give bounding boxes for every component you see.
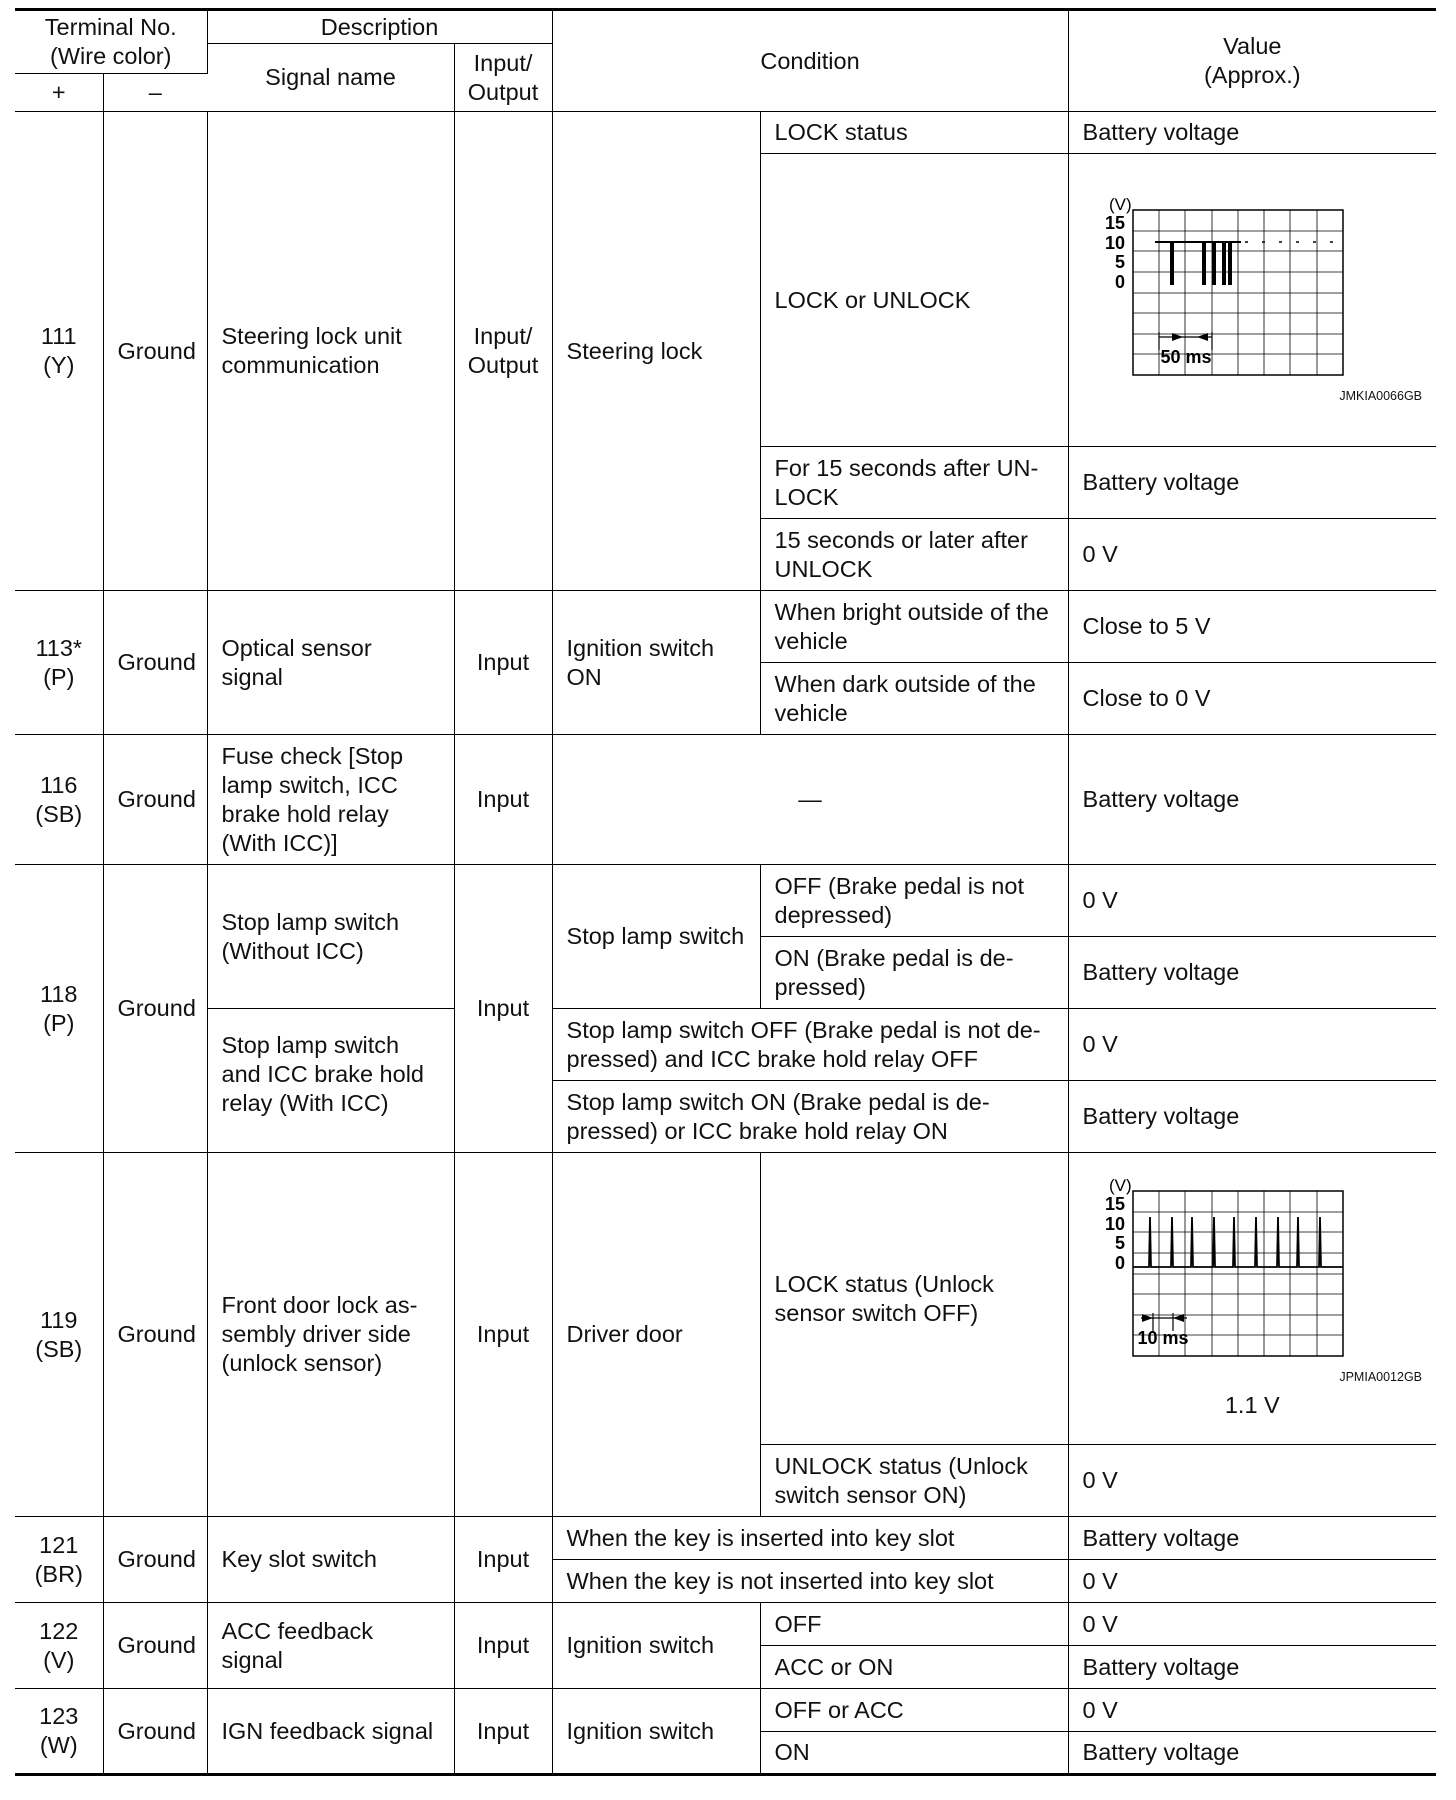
- terminal-number: 111: [40, 323, 77, 349]
- value-cell: Battery voltage: [1068, 447, 1436, 519]
- signal-name-cell: Front door lock as-sembly driver side (unlock sensor): [207, 1153, 454, 1517]
- table-row: [15, 1689, 1436, 1732]
- scope-unit-label: (V): [1108, 196, 1132, 214]
- value-header: [1068, 10, 1436, 112]
- value-cell: Battery voltage: [1068, 735, 1436, 865]
- table-row: [15, 735, 1436, 865]
- wire-color: (SB): [35, 1335, 83, 1362]
- waveform-cell: [1068, 154, 1436, 447]
- description-header: Description: [207, 10, 552, 44]
- scope-tick: 5: [1114, 252, 1125, 272]
- table-row: [15, 1517, 1436, 1560]
- value-cell: 0 V: [1068, 1689, 1436, 1732]
- oscilloscope-waveform-unlock-sensor: [1083, 1177, 1423, 1367]
- wire-color-label: (Wire color): [50, 43, 172, 69]
- terminal-cell: [15, 1517, 103, 1603]
- terminal-cell: [15, 112, 103, 591]
- value-cell: 0 V: [1068, 1445, 1436, 1517]
- terminal-number: 116: [40, 771, 78, 798]
- sub-condition-cell: OFF or ACC: [760, 1689, 1068, 1732]
- terminal-cell: [15, 865, 103, 1153]
- terminal-cell: [15, 1689, 103, 1775]
- terminal-number: 123: [39, 1703, 79, 1729]
- sub-condition-cell: ON: [760, 1732, 1068, 1775]
- value-cell: Close to 0 V: [1068, 663, 1436, 735]
- signal-name-cell: Stop lamp switch and ICC brake hold relay (With ICC): [207, 1009, 454, 1153]
- condition-cell: Ignition switch: [552, 1603, 760, 1689]
- plus-header: +: [15, 74, 103, 112]
- io-cell: Input: [454, 865, 552, 1153]
- minus-cell: Ground: [103, 865, 207, 1153]
- sub-condition-cell: Stop lamp switch ON (Brake pedal is de-pressed) or ICC brake hold relay ON: [552, 1081, 1068, 1153]
- scope-tick: 15: [1104, 213, 1125, 233]
- terminal-number: 122: [39, 1617, 79, 1644]
- sub-condition-cell: For 15 seconds after UN-LOCK: [760, 447, 1068, 519]
- terminal-cell: [15, 1603, 103, 1689]
- signal-name-cell: ACC feedback signal: [207, 1603, 454, 1689]
- table-row: [15, 865, 1436, 937]
- figure-id: JMKIA0066GB: [1339, 389, 1423, 403]
- sub-condition-cell: LOCK or UNLOCK: [760, 154, 1068, 447]
- sub-condition-cell: When dark outside of the vehicle: [760, 663, 1068, 735]
- table-row: [15, 1603, 1436, 1646]
- terminal-no-header: [15, 10, 207, 74]
- sub-condition-cell: When bright outside of the vehicle: [760, 591, 1068, 663]
- sub-condition-cell: UNLOCK status (Unlock switch sensor ON): [760, 1445, 1068, 1517]
- minus-header: –: [103, 74, 207, 112]
- scope-tick: 0: [1114, 1253, 1125, 1273]
- sub-condition-cell: ON (Brake pedal is de-pressed): [760, 937, 1068, 1009]
- sub-condition-cell: LOCK status (Unlock sensor switch OFF): [760, 1153, 1068, 1445]
- approx-label: (Approx.): [1203, 62, 1301, 88]
- sub-condition-cell: When the key is inserted into key slot: [552, 1517, 1068, 1560]
- minus-cell: Ground: [103, 735, 207, 865]
- io-header: [454, 44, 552, 112]
- value-cell: Battery voltage: [1068, 937, 1436, 1009]
- io-label-1: Input/: [473, 49, 533, 76]
- sub-condition-cell: OFF: [760, 1603, 1068, 1646]
- io-cell: Input: [454, 735, 552, 865]
- scope-unit-label: (V): [1108, 1177, 1132, 1195]
- io-text-1: Input/: [473, 323, 533, 349]
- minus-cell: Ground: [103, 112, 207, 591]
- value-cell: Battery voltage: [1068, 1732, 1436, 1775]
- terminal-cell: [15, 1153, 103, 1517]
- io-text-2: Output: [467, 352, 539, 378]
- scope-tick: 5: [1114, 1233, 1125, 1253]
- signal-name-cell: Stop lamp switch (Without ICC): [207, 865, 454, 1009]
- wire-color: (SB): [35, 800, 83, 827]
- wire-color: (V): [43, 1646, 75, 1673]
- io-cell: Input: [454, 591, 552, 735]
- io-label-2: Output: [467, 78, 539, 105]
- scope-timebase: 50 ms: [1160, 347, 1212, 367]
- scope-tick: 0: [1114, 272, 1125, 292]
- minus-cell: Ground: [103, 1153, 207, 1517]
- value-cell: 0 V: [1068, 519, 1436, 591]
- signal-name-cell: Key slot switch: [207, 1517, 454, 1603]
- sub-condition-cell: 15 seconds or later after UNLOCK: [760, 519, 1068, 591]
- signal-name-cell: Optical sensor signal: [207, 591, 454, 735]
- terminal-number: 121: [39, 1531, 79, 1558]
- terminal-number: 113*: [35, 634, 83, 661]
- value-text: 1.1 V: [1224, 1392, 1280, 1418]
- wire-color: (Y): [43, 352, 75, 378]
- signal-name-cell: Fuse check [Stop lamp switch, ICC brake hold relay (With ICC)]: [207, 735, 454, 865]
- value-label: Value: [1223, 33, 1282, 59]
- condition-cell: Ignition switch ON: [552, 591, 760, 735]
- table-row: [15, 112, 1436, 154]
- minus-cell: Ground: [103, 1603, 207, 1689]
- scope-tick: 10: [1104, 1214, 1125, 1234]
- value-cell: Battery voltage: [1068, 1081, 1436, 1153]
- wire-color: (P): [43, 663, 75, 690]
- figure-id: JPMIA0012GB: [1339, 1370, 1423, 1384]
- condition-cell: Driver door: [552, 1153, 760, 1517]
- minus-cell: Ground: [103, 1689, 207, 1775]
- terminal-number: 118: [40, 980, 78, 1007]
- wire-color: (W): [39, 1732, 78, 1758]
- table-row: [15, 591, 1436, 663]
- signal-name-header: Signal name: [207, 44, 454, 112]
- condition-cell: Stop lamp switch: [552, 865, 760, 1009]
- value-cell: Battery voltage: [1068, 1646, 1436, 1689]
- table-row: [15, 1009, 1436, 1081]
- value-cell: 0 V: [1068, 1009, 1436, 1081]
- condition-header: Condition: [552, 10, 1068, 112]
- value-cell: 0 V: [1068, 1560, 1436, 1603]
- io-cell: Input: [454, 1153, 552, 1517]
- terminal-cell: [15, 735, 103, 865]
- value-cell: 0 V: [1068, 865, 1436, 937]
- signal-name-cell: Steering lock unit communication: [207, 112, 454, 591]
- terminal-table: [15, 8, 1436, 1776]
- sub-condition-cell: Stop lamp switch OFF (Brake pedal is not de-pressed) and ICC brake hold relay OFF: [552, 1009, 1068, 1081]
- sub-condition-cell: LOCK status: [760, 112, 1068, 154]
- scope-tick: 15: [1104, 1194, 1125, 1214]
- sub-condition-cell: OFF (Brake pedal is not depressed): [760, 865, 1068, 937]
- value-cell: Battery voltage: [1068, 112, 1436, 154]
- signal-name-cell: IGN feedback signal: [207, 1689, 454, 1775]
- sub-condition-cell: When the key is not inserted into key slot: [552, 1560, 1068, 1603]
- wire-color: (P): [43, 1009, 75, 1036]
- waveform-cell: [1068, 1153, 1436, 1445]
- value-cell: Battery voltage: [1068, 1517, 1436, 1560]
- terminal-number: 119: [40, 1306, 78, 1333]
- terminal-no-label: Terminal No.: [44, 14, 177, 40]
- io-cell: Input: [454, 1603, 552, 1689]
- scope-tick: 10: [1104, 233, 1125, 253]
- oscilloscope-waveform-lock: [1083, 196, 1423, 386]
- scope-timebase: 10 ms: [1137, 1328, 1189, 1348]
- minus-cell: Ground: [103, 591, 207, 735]
- minus-cell: Ground: [103, 1517, 207, 1603]
- io-cell: Input: [454, 1517, 552, 1603]
- sub-condition-cell: ACC or ON: [760, 1646, 1068, 1689]
- io-cell: Input: [454, 1689, 552, 1775]
- terminal-cell: [15, 591, 103, 735]
- table-row: [15, 1153, 1436, 1445]
- value-cell: 0 V: [1068, 1603, 1436, 1646]
- wire-color: (BR): [34, 1560, 83, 1587]
- condition-cell: —: [552, 735, 1068, 865]
- io-cell: [454, 112, 552, 591]
- condition-cell: Ignition switch: [552, 1689, 760, 1775]
- condition-cell: Steering lock: [552, 112, 760, 591]
- value-cell: Close to 5 V: [1068, 591, 1436, 663]
